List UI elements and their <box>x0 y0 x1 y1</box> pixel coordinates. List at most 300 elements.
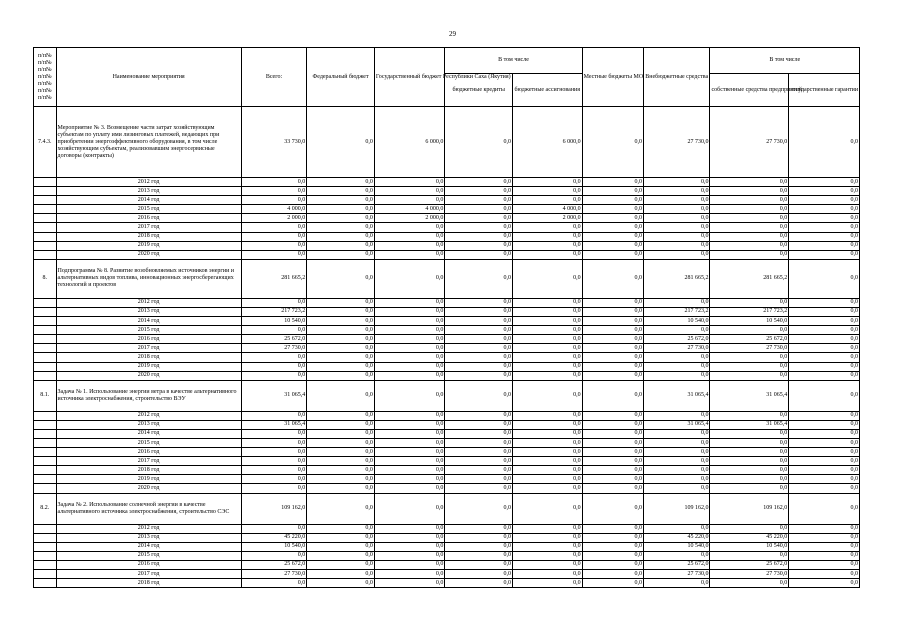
year-value: 0,0 <box>710 353 789 362</box>
year-value: 0,0 <box>789 187 860 196</box>
year-value: 4 000,0 <box>241 205 307 214</box>
empty-code-cell <box>34 524 57 533</box>
year-value: 0,0 <box>374 524 445 533</box>
year-value: 0,0 <box>643 429 710 438</box>
empty-code-cell <box>34 250 57 259</box>
year-value: 0,0 <box>512 429 582 438</box>
year-value: 0,0 <box>643 448 710 457</box>
year-value: 0,0 <box>445 335 513 344</box>
section-value: 0,0 <box>374 259 445 298</box>
empty-code-cell <box>34 344 57 353</box>
year-label: 2014 год <box>56 542 241 551</box>
year-value: 0,0 <box>582 362 643 371</box>
year-value: 0,0 <box>374 250 445 259</box>
year-value: 0,0 <box>643 187 710 196</box>
year-value: 0,0 <box>241 326 307 335</box>
year-value: 0,0 <box>445 298 513 307</box>
year-row <box>34 353 860 362</box>
year-value: 0,0 <box>241 187 307 196</box>
year-value: 0,0 <box>512 570 582 579</box>
year-value: 0,0 <box>789 196 860 205</box>
year-value: 0,0 <box>307 420 375 429</box>
year-value: 0,0 <box>374 241 445 250</box>
year-value: 0,0 <box>445 457 513 466</box>
year-value: 0,0 <box>789 438 860 447</box>
year-label: 2018 год <box>56 353 241 362</box>
year-value: 0,0 <box>241 353 307 362</box>
year-value: 0,0 <box>374 475 445 484</box>
year-value: 0,0 <box>582 371 643 380</box>
year-label: 2019 год <box>56 475 241 484</box>
section-row <box>34 380 860 411</box>
empty-code-cell <box>34 317 57 326</box>
year-label: 2018 год <box>56 232 241 241</box>
year-value: 31 065,4 <box>241 420 307 429</box>
year-value: 0,0 <box>512 420 582 429</box>
year-value: 0,0 <box>512 457 582 466</box>
year-label: 2014 год <box>56 196 241 205</box>
empty-code-cell <box>34 484 57 493</box>
year-value: 0,0 <box>445 223 513 232</box>
year-value: 0,0 <box>512 317 582 326</box>
year-value: 4 000,0 <box>374 205 445 214</box>
year-value: 0,0 <box>582 187 643 196</box>
year-value: 0,0 <box>789 335 860 344</box>
year-value: 0,0 <box>374 196 445 205</box>
year-value: 0,0 <box>374 420 445 429</box>
year-value: 0,0 <box>789 344 860 353</box>
section-value: 31 065,4 <box>643 380 710 411</box>
year-value: 10 540,0 <box>643 317 710 326</box>
year-value: 0,0 <box>789 362 860 371</box>
year-value: 0,0 <box>710 448 789 457</box>
section-value: 0,0 <box>445 259 513 298</box>
year-value: 0,0 <box>241 232 307 241</box>
year-row <box>34 335 860 344</box>
empty-code-cell <box>34 542 57 551</box>
local-header: Местные бюджеты МО <box>582 48 643 107</box>
credits-header: бюджетные кредиты <box>445 74 513 107</box>
year-row <box>34 326 860 335</box>
year-value: 0,0 <box>374 484 445 493</box>
year-value: 0,0 <box>241 223 307 232</box>
year-value: 0,0 <box>445 353 513 362</box>
year-value: 0,0 <box>241 579 307 588</box>
extra-budget-header: Внебюджетные средства <box>643 48 710 107</box>
year-value: 0,0 <box>241 362 307 371</box>
year-value: 25 672,0 <box>241 560 307 569</box>
year-value: 0,0 <box>789 241 860 250</box>
year-value: 0,0 <box>643 524 710 533</box>
year-value: 0,0 <box>643 232 710 241</box>
year-value: 0,0 <box>582 344 643 353</box>
year-value: 0,0 <box>582 542 643 551</box>
year-label: 2016 год <box>56 335 241 344</box>
section-name: Мероприятие № 3. Возмещение части затрат хозяйствующим субъектам по уплату ими лизинговых платежей, ведающих при приобретении энергоэффективного оборудования, в том числе хозяйствующим субъектам, реализовавшим энергосервисные договоры (контракты) <box>56 107 241 178</box>
year-label: 2015 год <box>56 438 241 447</box>
year-value: 0,0 <box>789 551 860 560</box>
section-value: 33 730,0 <box>241 107 307 178</box>
year-value: 0,0 <box>307 524 375 533</box>
empty-code-cell <box>34 420 57 429</box>
year-value: 0,0 <box>307 335 375 344</box>
year-value: 0,0 <box>643 551 710 560</box>
year-value: 0,0 <box>582 307 643 316</box>
year-value: 0,0 <box>643 196 710 205</box>
year-value: 0,0 <box>582 560 643 569</box>
year-row <box>34 475 860 484</box>
year-value: 0,0 <box>582 232 643 241</box>
year-value: 0,0 <box>241 466 307 475</box>
year-value: 0,0 <box>374 466 445 475</box>
year-label: 2016 год <box>56 448 241 457</box>
year-value: 0,0 <box>512 466 582 475</box>
year-value: 0,0 <box>789 429 860 438</box>
year-label: 2015 год <box>56 205 241 214</box>
year-row <box>34 344 860 353</box>
year-value: 217 723,2 <box>241 307 307 316</box>
year-value: 0,0 <box>241 298 307 307</box>
year-label: 2019 год <box>56 362 241 371</box>
year-value: 0,0 <box>789 317 860 326</box>
year-label: 2013 год <box>56 533 241 542</box>
year-value: 0,0 <box>307 570 375 579</box>
year-value: 0,0 <box>374 579 445 588</box>
empty-code-cell <box>34 429 57 438</box>
year-value: 0,0 <box>789 214 860 223</box>
year-value: 0,0 <box>710 241 789 250</box>
section-value: 0,0 <box>374 493 445 524</box>
year-value: 0,0 <box>445 196 513 205</box>
year-value: 0,0 <box>789 353 860 362</box>
year-value: 0,0 <box>512 353 582 362</box>
year-value: 0,0 <box>445 362 513 371</box>
year-value: 0,0 <box>445 579 513 588</box>
year-value: 0,0 <box>643 457 710 466</box>
year-label: 2012 год <box>56 298 241 307</box>
table-body <box>34 107 860 588</box>
year-value: 0,0 <box>789 457 860 466</box>
year-value: 0,0 <box>307 533 375 542</box>
year-value: 0,0 <box>582 317 643 326</box>
empty-code-cell <box>34 457 57 466</box>
year-value: 0,0 <box>445 524 513 533</box>
year-value: 25 672,0 <box>643 560 710 569</box>
year-value: 0,0 <box>710 214 789 223</box>
year-value: 0,0 <box>710 205 789 214</box>
year-value: 0,0 <box>582 570 643 579</box>
year-value: 0,0 <box>307 326 375 335</box>
year-row <box>34 371 860 380</box>
year-value: 25 672,0 <box>710 560 789 569</box>
year-value: 0,0 <box>582 484 643 493</box>
year-row <box>34 542 860 551</box>
year-value: 27 730,0 <box>241 344 307 353</box>
year-row <box>34 448 860 457</box>
year-value: 0,0 <box>710 457 789 466</box>
year-value: 0,0 <box>374 411 445 420</box>
year-label: 2017 год <box>56 570 241 579</box>
year-value: 0,0 <box>445 371 513 380</box>
year-label: 2015 год <box>56 326 241 335</box>
year-row <box>34 317 860 326</box>
year-value: 0,0 <box>307 241 375 250</box>
year-value: 0,0 <box>241 241 307 250</box>
year-value: 0,0 <box>582 429 643 438</box>
year-value: 0,0 <box>512 307 582 316</box>
empty-code-cell <box>34 178 57 187</box>
year-value: 0,0 <box>512 335 582 344</box>
year-label: 2012 год <box>56 524 241 533</box>
empty-code-cell <box>34 205 57 214</box>
section-value: 31 065,4 <box>241 380 307 411</box>
year-value: 0,0 <box>307 429 375 438</box>
year-value: 0,0 <box>643 298 710 307</box>
empty-code-cell <box>34 307 57 316</box>
year-row <box>34 457 860 466</box>
year-value: 2 000,0 <box>241 214 307 223</box>
section-value: 0,0 <box>445 493 513 524</box>
year-value: 0,0 <box>512 241 582 250</box>
year-row <box>34 250 860 259</box>
empty-code-cell <box>34 438 57 447</box>
section-row <box>34 107 860 178</box>
year-value: 0,0 <box>582 420 643 429</box>
year-value: 10 540,0 <box>710 542 789 551</box>
year-value: 0,0 <box>307 362 375 371</box>
year-value: 0,0 <box>710 196 789 205</box>
year-row <box>34 551 860 560</box>
year-row <box>34 362 860 371</box>
own-funds-header: собственные средства предприятий <box>710 74 789 107</box>
year-value: 0,0 <box>374 187 445 196</box>
year-value: 31 065,4 <box>710 420 789 429</box>
empty-code-cell <box>34 232 57 241</box>
year-value: 0,0 <box>374 298 445 307</box>
year-value: 10 540,0 <box>241 317 307 326</box>
year-label: 2013 год <box>56 187 241 196</box>
year-value: 0,0 <box>643 371 710 380</box>
year-label: 2016 год <box>56 214 241 223</box>
section-value: 0,0 <box>582 107 643 178</box>
year-value: 0,0 <box>789 533 860 542</box>
year-row <box>34 178 860 187</box>
year-value: 0,0 <box>307 178 375 187</box>
year-value: 0,0 <box>643 326 710 335</box>
year-value: 0,0 <box>307 475 375 484</box>
year-value: 0,0 <box>643 353 710 362</box>
year-value: 0,0 <box>710 187 789 196</box>
year-value: 0,0 <box>374 232 445 241</box>
year-value: 0,0 <box>445 178 513 187</box>
year-value: 0,0 <box>582 178 643 187</box>
year-value: 0,0 <box>582 298 643 307</box>
year-row <box>34 196 860 205</box>
year-label: 2018 год <box>56 579 241 588</box>
year-value: 0,0 <box>307 196 375 205</box>
year-value: 0,0 <box>241 475 307 484</box>
year-value: 0,0 <box>582 533 643 542</box>
year-value: 0,0 <box>710 438 789 447</box>
section-value: 0,0 <box>307 493 375 524</box>
year-value: 0,0 <box>582 524 643 533</box>
year-value: 0,0 <box>582 353 643 362</box>
year-value: 45 220,0 <box>710 533 789 542</box>
year-value: 27 730,0 <box>241 570 307 579</box>
year-value: 0,0 <box>307 232 375 241</box>
year-value: 0,0 <box>582 205 643 214</box>
year-value: 0,0 <box>582 551 643 560</box>
year-value: 0,0 <box>445 214 513 223</box>
year-value: 0,0 <box>445 448 513 457</box>
year-value: 0,0 <box>445 570 513 579</box>
year-value: 25 672,0 <box>241 335 307 344</box>
year-value: 0,0 <box>710 250 789 259</box>
year-value: 0,0 <box>512 298 582 307</box>
year-value: 0,0 <box>710 429 789 438</box>
year-label: 2017 год <box>56 344 241 353</box>
year-value: 45 220,0 <box>643 533 710 542</box>
year-value: 0,0 <box>445 326 513 335</box>
year-label: 2018 год <box>56 466 241 475</box>
empty-code-cell <box>34 335 57 344</box>
year-value: 0,0 <box>445 429 513 438</box>
section-value: 281 665,2 <box>241 259 307 298</box>
year-label: 2012 год <box>56 411 241 420</box>
year-value: 0,0 <box>512 178 582 187</box>
empty-code-cell <box>34 353 57 362</box>
year-row <box>34 524 860 533</box>
year-value: 0,0 <box>307 579 375 588</box>
section-value: 0,0 <box>307 107 375 178</box>
year-value: 0,0 <box>643 484 710 493</box>
year-value: 0,0 <box>445 484 513 493</box>
republic-header: Государственный бюджет Республики Саха (Якутия) <box>374 48 445 107</box>
section-value: 27 730,0 <box>643 107 710 178</box>
year-row <box>34 579 860 588</box>
year-value: 0,0 <box>789 371 860 380</box>
year-value: 4 000,0 <box>512 205 582 214</box>
year-value: 0,0 <box>445 475 513 484</box>
year-value: 0,0 <box>374 344 445 353</box>
section-value: 0,0 <box>582 493 643 524</box>
year-value: 27 730,0 <box>710 570 789 579</box>
year-label: 2013 год <box>56 307 241 316</box>
year-value: 0,0 <box>374 223 445 232</box>
year-value: 0,0 <box>307 438 375 447</box>
year-value: 0,0 <box>512 533 582 542</box>
year-value: 0,0 <box>374 551 445 560</box>
year-label: 2012 год <box>56 178 241 187</box>
year-value: 0,0 <box>307 214 375 223</box>
year-value: 0,0 <box>374 353 445 362</box>
year-value: 0,0 <box>710 223 789 232</box>
year-value: 0,0 <box>241 178 307 187</box>
year-value: 0,0 <box>710 371 789 380</box>
year-label: 2016 год <box>56 560 241 569</box>
year-value: 0,0 <box>307 484 375 493</box>
year-value: 45 220,0 <box>241 533 307 542</box>
year-value: 0,0 <box>445 411 513 420</box>
empty-code-cell <box>34 533 57 542</box>
in-that-number-header-2: В том числе <box>710 48 860 74</box>
year-value: 0,0 <box>512 542 582 551</box>
year-value: 0,0 <box>445 307 513 316</box>
year-value: 0,0 <box>789 524 860 533</box>
year-value: 0,0 <box>789 205 860 214</box>
section-value: 0,0 <box>512 259 582 298</box>
year-value: 0,0 <box>374 560 445 569</box>
year-value: 25 672,0 <box>710 335 789 344</box>
year-value: 0,0 <box>789 579 860 588</box>
section-value: 109 162,0 <box>241 493 307 524</box>
year-value: 0,0 <box>710 524 789 533</box>
year-label: 2020 год <box>56 371 241 380</box>
year-value: 0,0 <box>512 326 582 335</box>
year-label: 2014 год <box>56 317 241 326</box>
section-value: 31 065,4 <box>710 380 789 411</box>
section-name: Подпрограмма № 8. Развитие возобновляемых источников энергии и альтернативных видов топлива, инновационных энергосберегающих технологий и проектов <box>56 259 241 298</box>
budget-table <box>33 47 860 588</box>
year-value: 0,0 <box>241 457 307 466</box>
year-value: 0,0 <box>582 223 643 232</box>
section-value: 0,0 <box>582 259 643 298</box>
year-value: 0,0 <box>582 438 643 447</box>
year-row <box>34 223 860 232</box>
year-value: 0,0 <box>241 484 307 493</box>
year-value: 0,0 <box>445 542 513 551</box>
year-value: 0,0 <box>789 307 860 316</box>
year-value: 0,0 <box>512 484 582 493</box>
year-value: 0,0 <box>307 307 375 316</box>
year-value: 0,0 <box>789 542 860 551</box>
year-value: 10 540,0 <box>710 317 789 326</box>
year-value: 0,0 <box>241 250 307 259</box>
year-value: 0,0 <box>643 579 710 588</box>
year-value: 217 723,2 <box>643 307 710 316</box>
empty-code-cell <box>34 551 57 560</box>
empty-code-cell <box>34 560 57 569</box>
year-value: 0,0 <box>789 232 860 241</box>
year-value: 0,0 <box>241 524 307 533</box>
section-value: 281 665,2 <box>710 259 789 298</box>
year-value: 0,0 <box>241 448 307 457</box>
year-value: 0,0 <box>582 579 643 588</box>
year-value: 0,0 <box>445 560 513 569</box>
section-value: 6 000,0 <box>374 107 445 178</box>
year-value: 0,0 <box>307 187 375 196</box>
section-value: 109 162,0 <box>710 493 789 524</box>
year-row <box>34 466 860 475</box>
empty-code-cell <box>34 214 57 223</box>
year-value: 0,0 <box>582 335 643 344</box>
year-value: 0,0 <box>789 484 860 493</box>
year-value: 0,0 <box>789 411 860 420</box>
year-value: 0,0 <box>710 178 789 187</box>
year-value: 0,0 <box>374 448 445 457</box>
year-value: 0,0 <box>512 196 582 205</box>
year-value: 0,0 <box>582 411 643 420</box>
year-value: 0,0 <box>789 570 860 579</box>
year-value: 0,0 <box>710 475 789 484</box>
year-value: 0,0 <box>512 411 582 420</box>
year-value: 0,0 <box>582 250 643 259</box>
year-value: 0,0 <box>374 178 445 187</box>
year-value: 0,0 <box>445 533 513 542</box>
year-value: 0,0 <box>582 196 643 205</box>
year-value: 0,0 <box>643 223 710 232</box>
year-value: 0,0 <box>643 411 710 420</box>
